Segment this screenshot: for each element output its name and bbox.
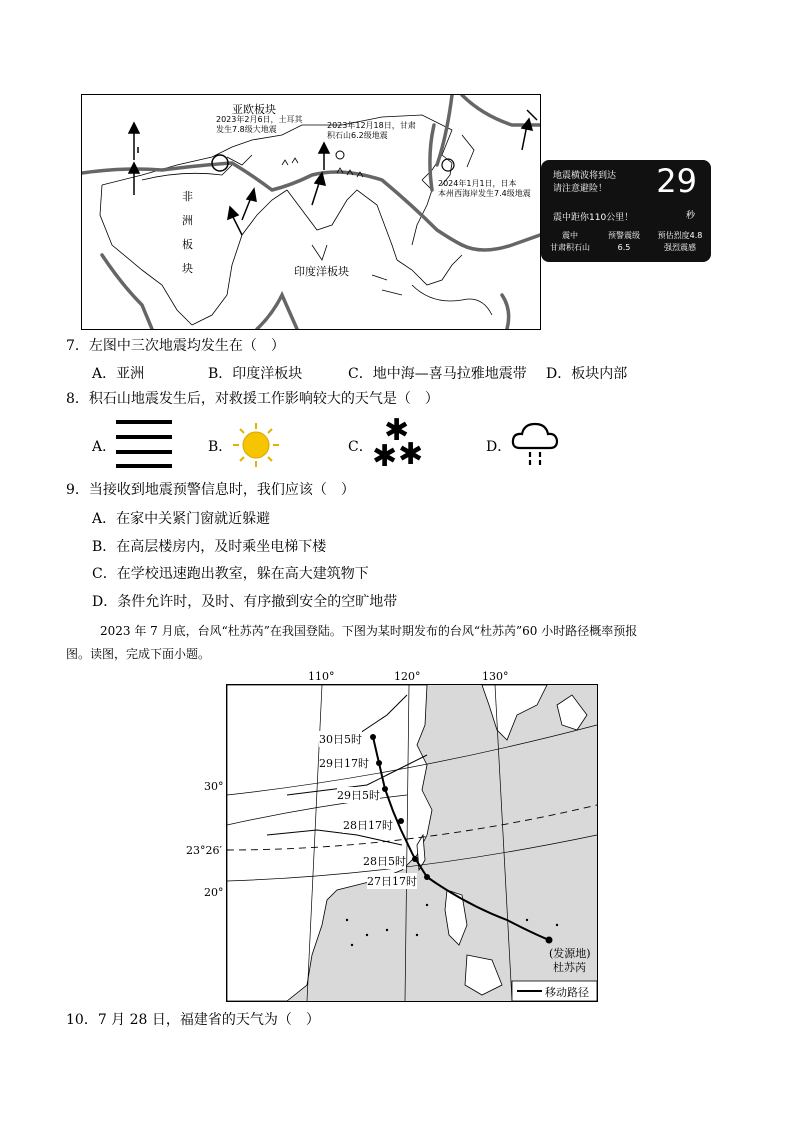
lat-label-30: 30° bbox=[204, 780, 224, 793]
epicenter-value: 甘肃积石山 bbox=[550, 243, 590, 252]
magnitude-head: 预警震级 bbox=[608, 231, 640, 240]
typhoon-intro-2: 图。读图，完成下面小题。 bbox=[66, 647, 211, 661]
snow-icon: ✱ ✱ ✱ bbox=[372, 413, 424, 474]
lon-label-110: 110° bbox=[308, 670, 335, 683]
earthquake-alert-panel bbox=[541, 160, 711, 262]
gansu-quake-line: 积石山6.2级地震 bbox=[327, 131, 388, 140]
countdown-unit: 秒 bbox=[685, 211, 695, 221]
gansu-quake-line: 2023年12月18日，甘肃 bbox=[327, 121, 416, 130]
origin-label-line: 杜苏芮 bbox=[553, 961, 586, 974]
lat-label-20: 20° bbox=[204, 886, 224, 899]
turkey-quake-note bbox=[216, 115, 303, 135]
q8-option-a[interactable]: A． bbox=[92, 439, 117, 455]
track-label-28d17h: 28日17时 bbox=[343, 819, 393, 832]
magnitude-cell bbox=[599, 230, 649, 254]
q7-option-d[interactable]: D．板块内部 bbox=[546, 366, 628, 382]
africa-char: 块 bbox=[182, 262, 193, 275]
africa-char: 非 bbox=[182, 190, 193, 203]
intensity-head: 预估烈度4.8 bbox=[657, 231, 703, 240]
africa-char: 板 bbox=[182, 238, 193, 251]
fog-icon bbox=[116, 419, 172, 469]
q8-option-d[interactable]: D． bbox=[486, 439, 512, 455]
alert-line: 地震横波将到达 bbox=[553, 171, 617, 181]
lat-label-tropic: 23°26′ bbox=[186, 844, 222, 857]
distance-text: 震中距你110公里！ bbox=[553, 213, 634, 223]
question-10-stem: 10．7 月 28 日，福建省的天气为（ ） bbox=[66, 1012, 320, 1028]
lon-label-120: 120° bbox=[394, 670, 421, 683]
q9-option-d[interactable]: D．条件允许时，及时、有序撤到安全的空旷地带 bbox=[92, 594, 398, 610]
japan-quake-note bbox=[438, 179, 531, 199]
q9-option-c[interactable]: C．在学校迅速跑出教室，躲在高大建筑物下 bbox=[92, 566, 369, 582]
q7-option-b[interactable]: B．印度洋板块 bbox=[208, 366, 303, 382]
origin-label bbox=[549, 947, 591, 975]
alert-line: 请注意避险！ bbox=[553, 184, 608, 194]
lon-label-130: 130° bbox=[482, 670, 509, 683]
q9-option-a[interactable]: A．在家中关紧门窗就近躲避 bbox=[92, 511, 271, 527]
intro-line: 2023 年 7 月底，台风“杜苏芮”在我国登陆。下图为某时期发布的台风“杜苏芮”60 小时路径概率预报 bbox=[100, 624, 638, 638]
question-8-stem: 8．积石山地震发生后，对救援工作影响较大的天气是（ ） bbox=[66, 391, 439, 407]
q7-option-a[interactable]: A．亚洲 bbox=[92, 366, 145, 382]
japan-quake-line: 本州西海岸发生7.4级地震 bbox=[438, 189, 531, 198]
legend-label: 移动路径 bbox=[545, 986, 589, 999]
typhoon-map bbox=[226, 684, 598, 1002]
plate-map-graphic bbox=[82, 95, 540, 329]
typhoon-map-graphic bbox=[227, 685, 597, 1001]
epicenter-cell bbox=[547, 230, 593, 254]
origin-label-line: (发源地) bbox=[549, 947, 591, 960]
intensity-cell bbox=[651, 230, 709, 254]
plate-map bbox=[81, 94, 541, 330]
q8-option-c[interactable]: C． bbox=[348, 439, 373, 455]
typhoon-intro bbox=[100, 618, 637, 644]
q8-option-b[interactable]: B． bbox=[208, 439, 233, 455]
eurasia-plate-label: 亚欧板块 bbox=[232, 103, 276, 116]
track-label-29d17h: 29日17时 bbox=[319, 757, 369, 770]
indian-plate-label: 印度洋板块 bbox=[294, 265, 349, 278]
alert-message bbox=[553, 170, 616, 196]
intensity-value: 强烈震感 bbox=[664, 243, 696, 252]
rain-icon bbox=[510, 420, 560, 468]
magnitude-value: 6.5 bbox=[617, 243, 631, 252]
track-label-30d5h: 30日5时 bbox=[319, 733, 362, 746]
question-7-stem: 7．左图中三次地震均发生在（ ） bbox=[66, 338, 285, 354]
turkey-quake-line: 发生7.8级大地震 bbox=[216, 125, 277, 134]
japan-quake-line: 2024年1月1日，日本 bbox=[438, 179, 517, 188]
sun-icon bbox=[232, 422, 280, 468]
africa-char: 洲 bbox=[182, 214, 193, 227]
track-label-29d5h: 29日5时 bbox=[337, 789, 380, 802]
track-label-27d17h: 27日17时 bbox=[367, 875, 417, 888]
track-label-28d5h: 28日5时 bbox=[363, 855, 406, 868]
countdown-number: 29 bbox=[656, 162, 697, 200]
turkey-quake-line: 2023年2月6日，土耳其 bbox=[216, 115, 303, 124]
africa-plate-label bbox=[182, 185, 193, 281]
question-9-stem: 9．当接收到地震预警信息时，我们应该（ ） bbox=[66, 482, 355, 498]
gansu-quake-note bbox=[327, 121, 416, 141]
q7-option-c[interactable]: C．地中海—喜马拉雅地震带 bbox=[348, 366, 527, 382]
epicenter-head: 震中 bbox=[562, 231, 578, 240]
q9-option-b[interactable]: B．在高层楼房内，及时乘坐电梯下楼 bbox=[92, 539, 327, 555]
